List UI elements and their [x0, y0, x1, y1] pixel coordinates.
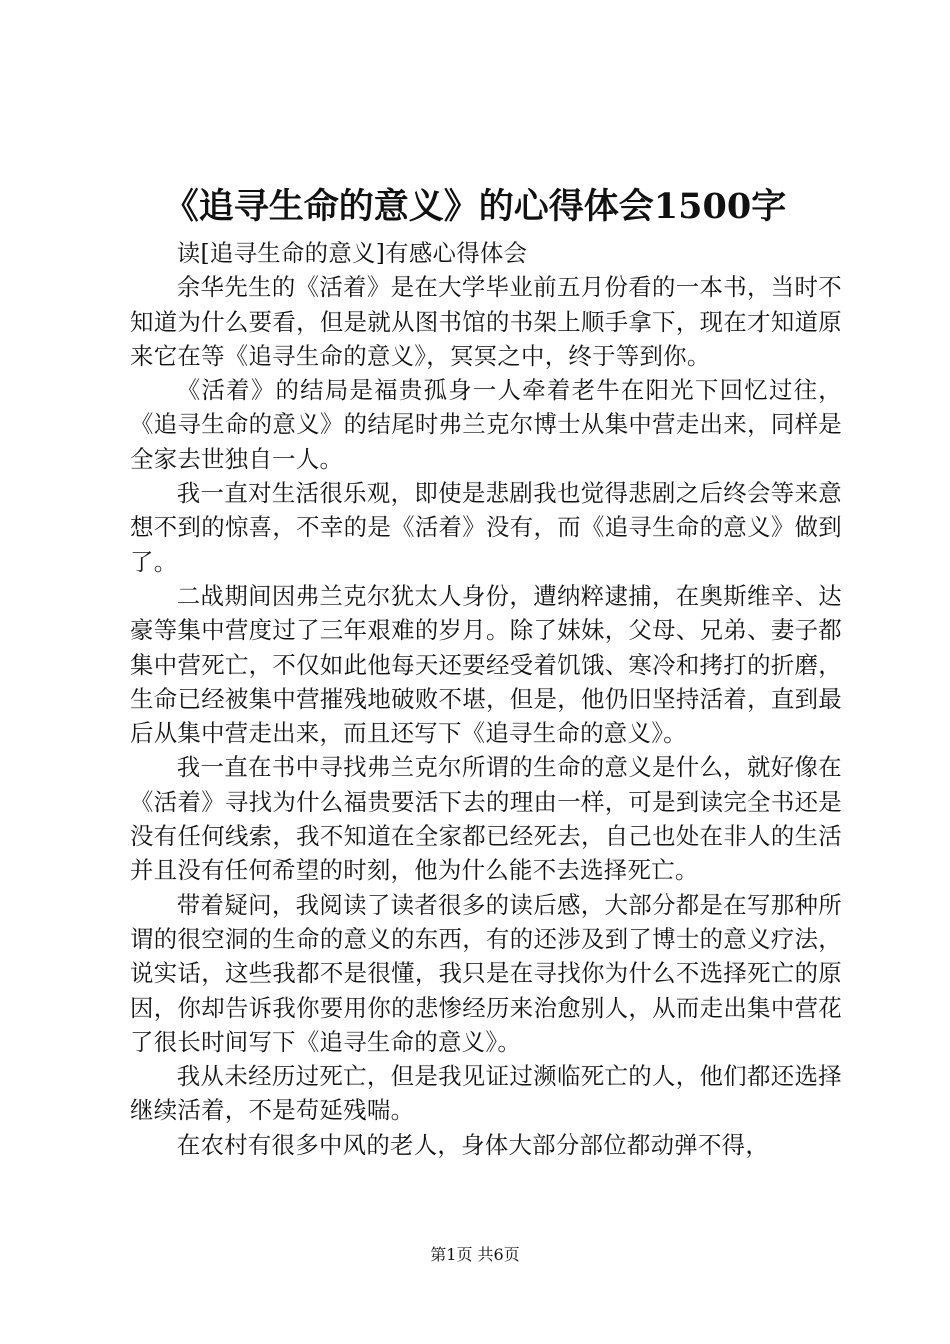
paragraph: 我从未经历过死亡，但是我见证过濒临死亡的人，他们都还选择继续活着，不是苟延残喘。: [130, 1062, 842, 1125]
document-body: [130, 236, 842, 1162]
paragraph: 我一直对生活很乐观，即使是悲剧我也觉得悲剧之后终会等来意想不到的惊喜，不幸的是《活着》没有，而《追寻生命的意义》做到了。: [130, 479, 842, 576]
page-number: 第1页 共6页: [430, 1245, 520, 1264]
paragraph: 余华先生的《活着》是在大学毕业前五月份看的一本书，当时不知道为什么要看，但是就从图书馆的书架上顺手拿下，现在才知道原来它在等《追寻生命的意义》，冥冥之中，终于等到你。: [130, 273, 842, 370]
paragraph: 二战期间因弗兰克尔犹太人身份，遭纳粹逮捕，在奥斯维辛、达豪等集中营度过了三年艰难的岁月。除了妹妹，父母、兄弟、妻子都集中营死亡，不仅如此他每天还要经受着饥饿、寒冷和拷打的折磨，生命已经被集中营摧残地破败不堪，但是，他仍旧坚持活着，直到最后从集中营走出来，而且还写下《追寻生命的意义》。: [130, 581, 842, 748]
paragraph: 读[追寻生命的意义]有感心得体会: [176, 239, 528, 267]
document-title: 《追寻生命的意义》的心得体会1500字: [163, 186, 787, 227]
paragraph: 我一直在书中寻找弗兰克尔所谓的生命的意义是什么，就好像在《活着》寻找为什么福贵要活下去的理由一样，可是到读完全书还是没有任何线索，我不知道在全家都已经死去，自己也处在非人的生活并且没有任何希望的时刻，他为什么能不去选择死亡。: [130, 753, 842, 885]
paragraph: 带着疑问，我阅读了读者很多的读后感，大部分都是在写那种所谓的很空洞的生命的意义的东西，有的还涉及到了博士的意义疗法，说实话，这些我都不是很懂，我只是在寻找你为什么不选择死亡的原因，你却告诉我你要用你的悲惨经历来治愈别人，从而走出集中营花了很长时间写下《追寻生命的意义》。: [130, 890, 842, 1056]
paragraph: 《活着》的结局是福贵孤身一人牵着老牛在阳光下回忆过往，《追寻生命的意义》的结尾时弗兰克尔博士从集中营走出来，同样是全家去世独自一人。: [130, 376, 842, 473]
paragraph: 在农村有很多中风的老人，身体大部分部位都动弹不得，: [176, 1130, 770, 1159]
